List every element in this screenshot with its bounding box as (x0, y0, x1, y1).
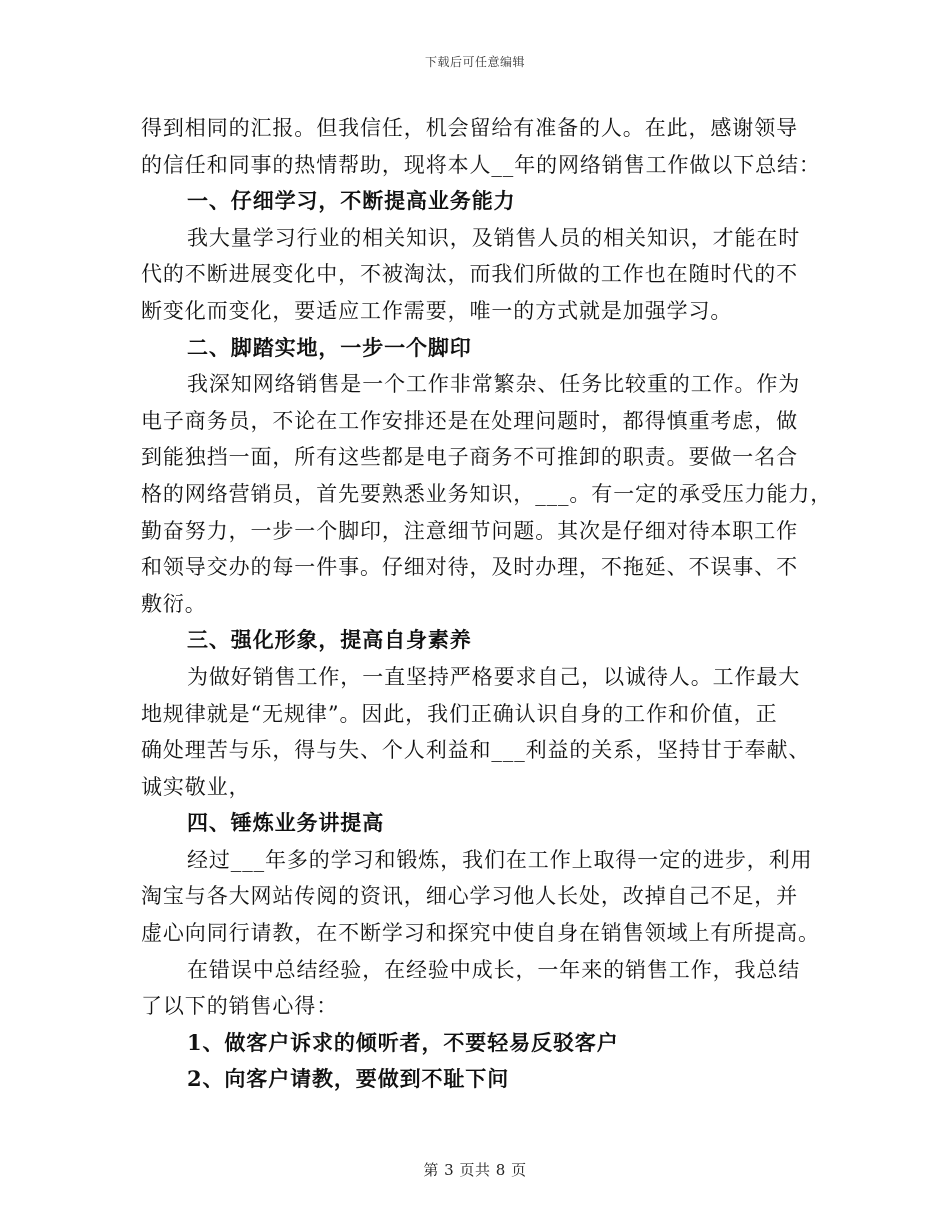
body-line: 诚实敬业， (141, 774, 251, 799)
body-line: 我大量学习行业的相关知识，及销售人员的相关知识，才能在时 (187, 225, 801, 250)
body-line: 格的网络营销员，首先要熟悉业务知识，___。有一定的承受压力能力， (141, 481, 833, 506)
body-line: 断变化而变化，要适应工作需要，唯一的方式就是加强学习。 (141, 298, 733, 323)
body-line: 我深知网络销售是一个工作非常繁杂、任务比较重的工作。作为 (187, 372, 801, 397)
body-line: 到能独挡一面，所有这些都是电子商务不可推卸的职责。要做一名合 (141, 445, 798, 470)
section-heading: 一、仔细学习，不断提高业务能力 (187, 188, 516, 214)
body-line: 在错误中总结经验，在经验中成长，一年来的销售工作，我总结 (187, 957, 801, 982)
body-line: 了以下的销售心得： (141, 994, 339, 1019)
body-line: 电子商务员，不论在工作安排还是在处理问题时，都得慎重考虑，做 (141, 408, 798, 433)
list-item-heading: 1、做客户诉求的倾听者，不要轻易反驳客户 (187, 1029, 619, 1055)
section-heading: 三、强化形象，提高自身素养 (187, 627, 472, 653)
body-line: 和领导交办的每一件事。仔细对待，及时办理，不拖延、不误事、不 (141, 555, 798, 580)
body-line: 敷衍。 (141, 591, 207, 616)
document-body (141, 110, 831, 1098)
body-line: 地规律就是“无规律”。因此，我们正确认识自身的工作和价值，正 (141, 701, 778, 726)
body-line: 勤奋努力，一步一个脚印，注意细节问题。其次是仔细对待本职工作 (141, 518, 798, 543)
page-header: 下载后可任意编辑 (424, 55, 525, 69)
body-line: 经过___年多的学习和锻炼，我们在工作上取得一定的进步，利用 (187, 847, 813, 872)
body-line: 确处理苦与乐，得与失、个人利益和___利益的关系，坚持甘于奉献、 (141, 738, 811, 763)
body-line: 为做好销售工作，一直坚持严格要求自己，以诚待人。工作最大 (187, 664, 801, 689)
list-item-heading: 2、向客户请教，要做到不耻下问 (187, 1066, 510, 1092)
body-line: 的信任和同事的热情帮助，现将本人__年的网络销售工作做以下总结： (141, 152, 821, 177)
body-line: 淘宝与各大网站传阅的资讯，细心学习他人长处，改掉自己不足，并 (141, 884, 798, 909)
page-number: 第 3 页共 8 页 (423, 1161, 527, 1179)
section-heading: 四、锤炼业务讲提高 (187, 810, 385, 836)
body-line: 代的不断进展变化中，不被淘汰，而我们所做的工作也在随时代的不 (141, 262, 798, 287)
body-line: 虚心向同行请教，在不断学习和探究中使自身在销售领域上有所提高。 (141, 921, 820, 946)
section-heading: 二、脚踏实地，一步一个脚印 (187, 334, 472, 360)
body-line: 得到相同的汇报。但我信任，机会留给有准备的人。在此，感谢领导 (141, 116, 798, 140)
